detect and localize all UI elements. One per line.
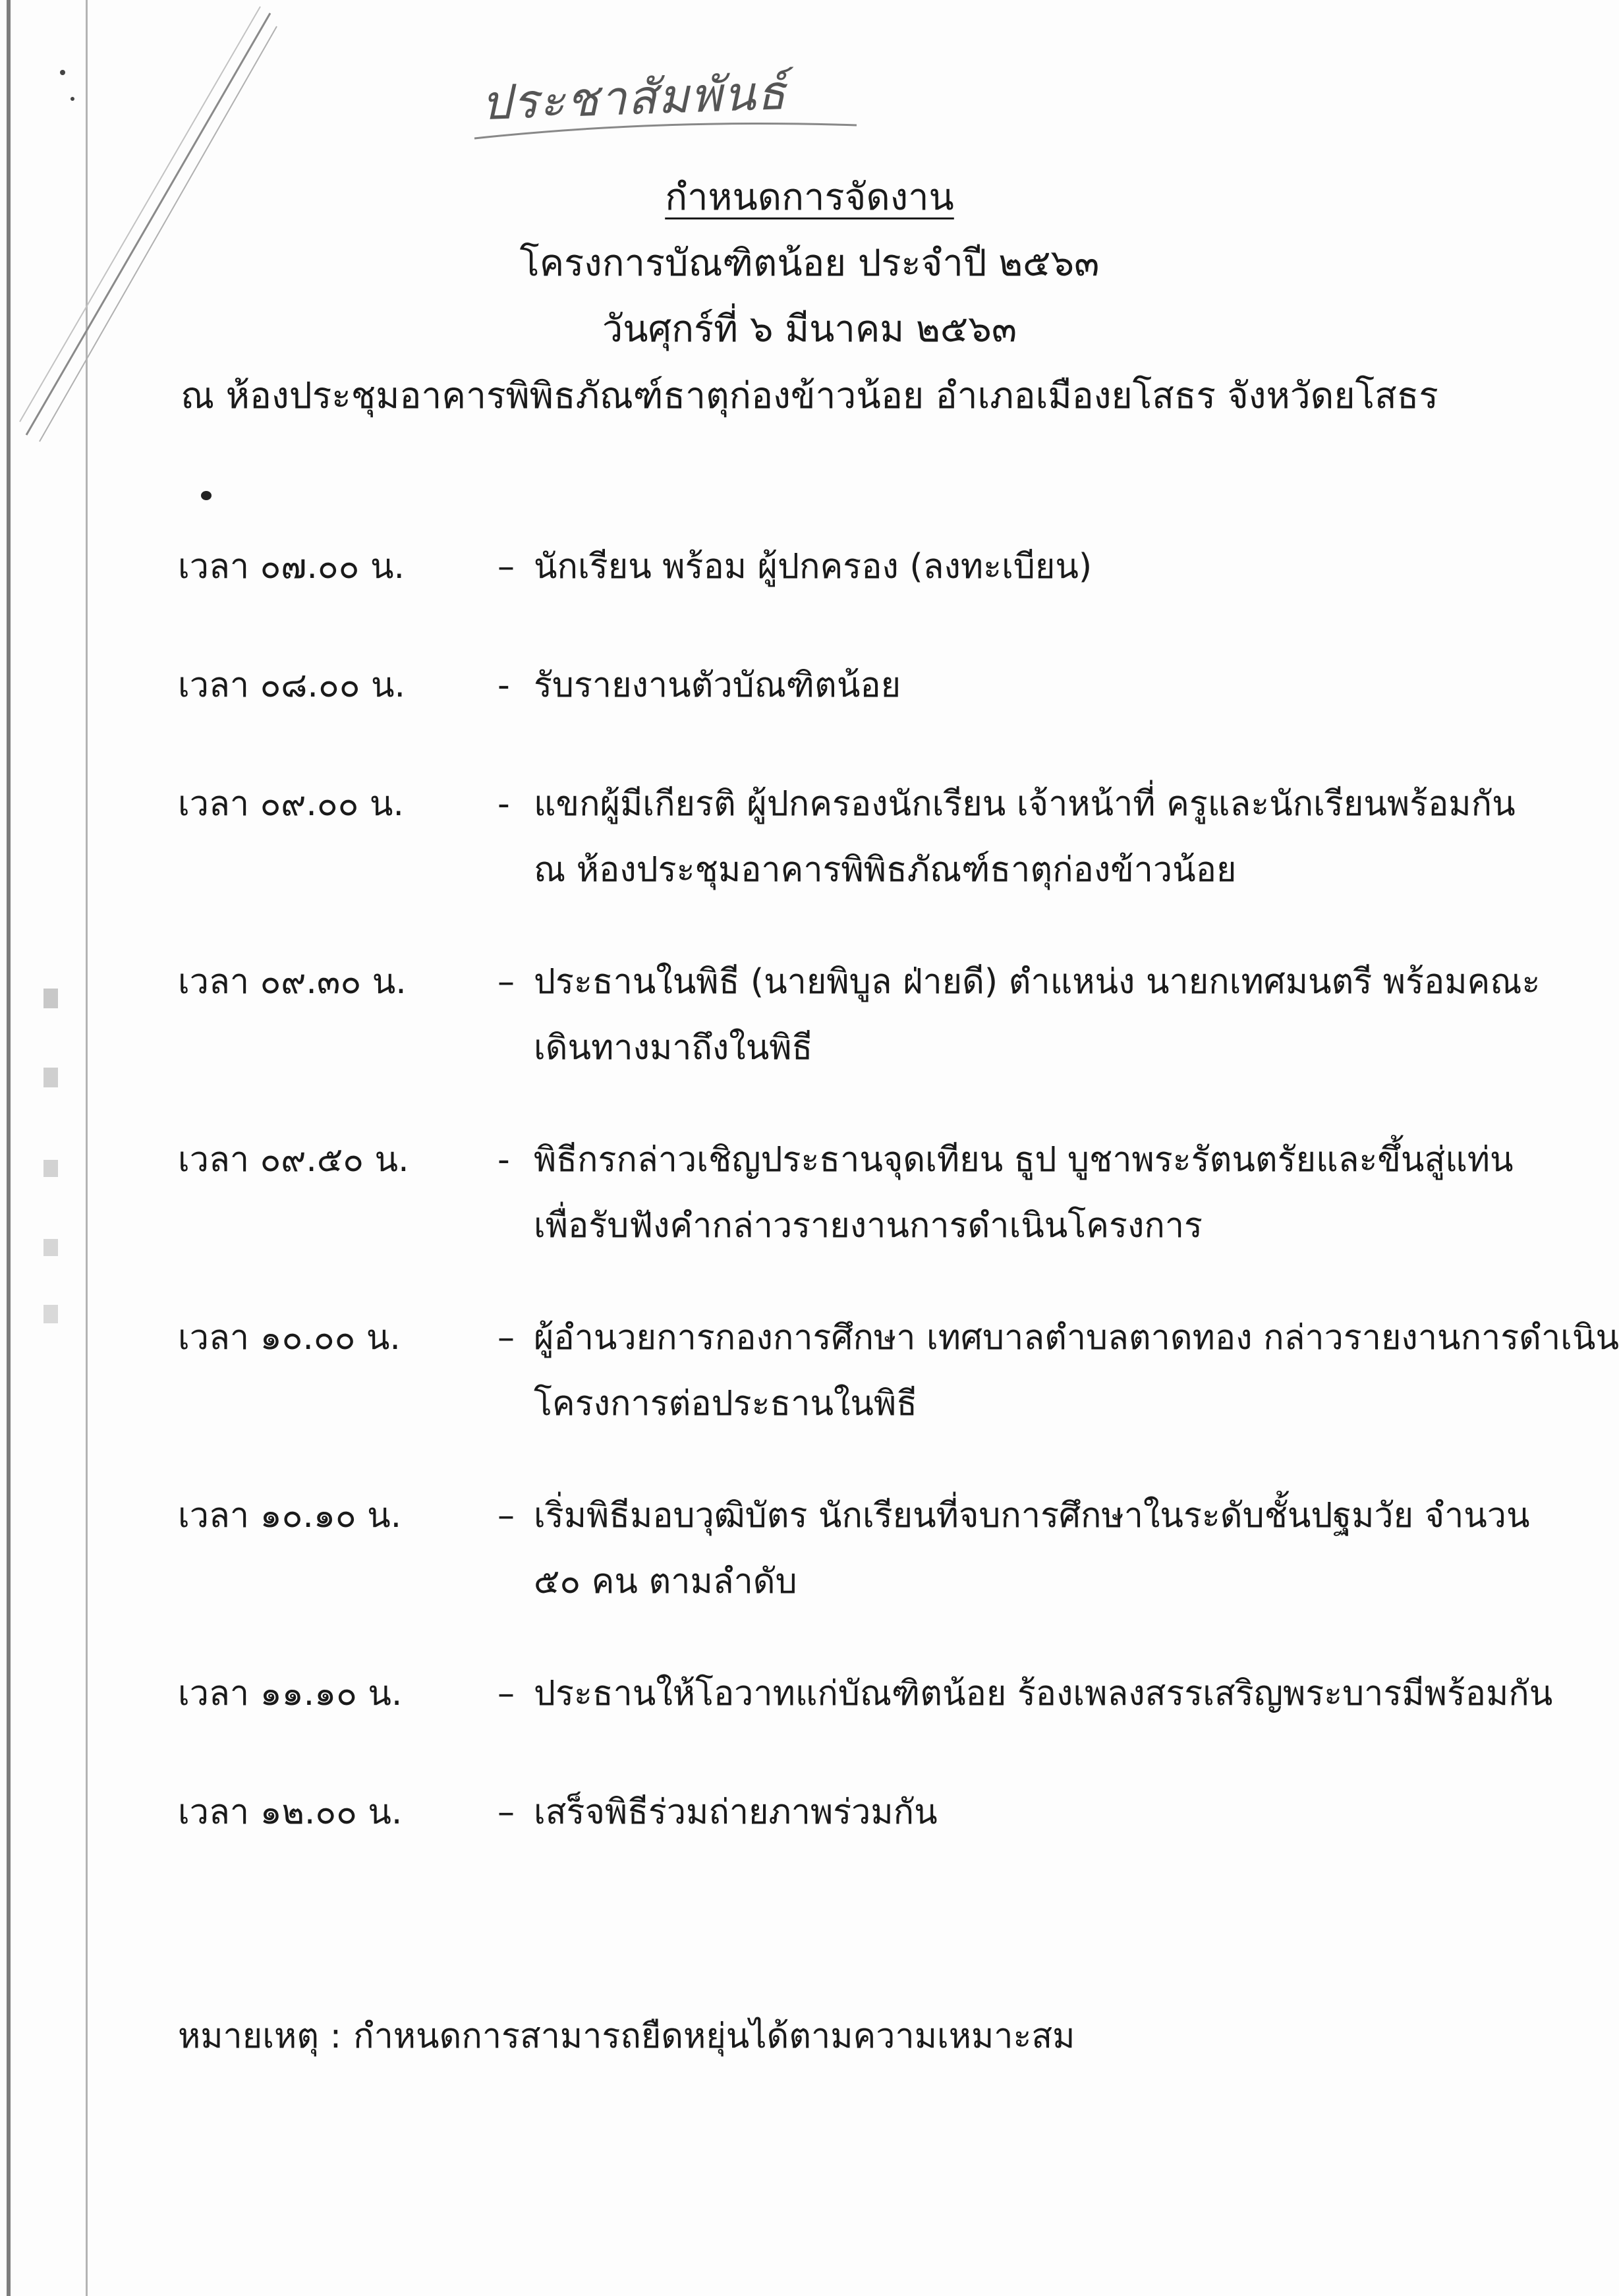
schedule-dash: – — [497, 1496, 515, 1535]
schedule-line: เสร็จพิธีร่วมถ่ายภาพร่วมกัน — [534, 1793, 938, 1832]
schedule-line: เริ่มพิธีมอบวุฒิบัตร นักเรียนที่จบการศึกษาในระดับชั้นปฐมวัย จำนวน — [534, 1496, 1530, 1535]
schedule-line: เพื่อรับฟังคำกล่าวรายงานการดำเนินโครงการ — [534, 1206, 1203, 1246]
schedule-description — [534, 1483, 1530, 1615]
schedule-time: เวลา ๑๒.๐๐ น. — [178, 1793, 403, 1832]
schedule-time: เวลา ๑๑.๑๐ น. — [178, 1674, 403, 1713]
handwritten-note-text: ประชาสัมพันธ์ — [480, 64, 788, 131]
schedule-description — [534, 1661, 1552, 1727]
schedule-line: รับรายงานตัวบัณฑิตน้อย — [534, 666, 901, 705]
schedule-description — [534, 534, 1092, 600]
schedule-item — [178, 771, 1562, 949]
schedule-line: นักเรียน พร้อม ผู้ปกครอง (ลงทะเบียน) — [534, 547, 1093, 587]
schedule-line: ๕๐ คน ตามลำดับ — [534, 1562, 797, 1601]
schedule-dash: – — [497, 962, 515, 1002]
schedule-line: ผู้อำนวยการกองการศึกษา เทศบาลตำบลตาดทอง กล่าวรายงานการดำเนิน — [534, 1318, 1619, 1358]
schedule-item — [178, 1483, 1562, 1661]
schedule-description — [534, 1779, 938, 1845]
schedule-description — [534, 1305, 1619, 1437]
schedule-line: ประธานในพิธี (นายพิบูล ฝ่ายดี) ตำแหน่ง นายกเทศมนตรี พร้อมคณะ — [534, 962, 1541, 1002]
schedule-time: เวลา ๐๙.๕๐ น. — [178, 1140, 409, 1180]
schedule-dash: – — [497, 1793, 515, 1832]
schedule-line: โครงการต่อประธานในพิธี — [534, 1384, 917, 1423]
schedule-dash: – — [497, 1674, 515, 1713]
remark-label: หมายเหตุ : — [178, 2017, 342, 2056]
schedule-dash: - — [497, 666, 510, 705]
schedule-item — [178, 1779, 1562, 1898]
event-venue: ณ ห้องประชุมอาคารพิพิธภัณฑ์ธาตุก่องข้าวน้อย อำเภอเมืองยโสธร จังหวัดยโสธร — [181, 374, 1438, 416]
ink-dot — [201, 491, 212, 500]
remark-text: กำหนดการสามารถยืดหยุ่นได้ตามความเหมาะสม — [353, 2017, 1075, 2056]
event-date: วันศุกร์ที่ ๖ มีนาคม ๒๕๖๓ — [602, 308, 1017, 351]
schedule-list — [178, 534, 1619, 1898]
schedule-item — [178, 1127, 1562, 1305]
schedule-time: เวลา ๐๙.๓๐ น. — [178, 962, 407, 1002]
schedule-dash: – — [497, 547, 515, 587]
document-header — [0, 165, 1619, 428]
schedule-dash: – — [497, 1318, 515, 1358]
schedule-description — [534, 771, 1516, 903]
schedule-line: เดินทางมาถึงในพิธี — [534, 1028, 813, 1068]
schedule-time: เวลา ๐๗.๐๐ น. — [178, 547, 405, 587]
schedule-item — [178, 949, 1562, 1127]
schedule-item — [178, 1661, 1562, 1779]
schedule-line: พิธีกรกล่าวเชิญประธานจุดเทียน ธูป บูชาพระรัตนตรัยและขึ้นสู่แท่น — [534, 1140, 1514, 1180]
schedule-item — [178, 652, 1562, 771]
margin-smudge-marks — [38, 989, 65, 1331]
schedule-item — [178, 534, 1562, 652]
document-title: กำหนดการจัดงาน — [665, 176, 954, 219]
schedule-description — [534, 1127, 1514, 1259]
schedule-description — [534, 652, 901, 718]
schedule-time: เวลา ๑๐.๑๐ น. — [178, 1496, 402, 1535]
project-name: โครงการบัณฑิตน้อย ประจำปี ๒๕๖๓ — [519, 242, 1100, 285]
schedule-time: เวลา ๐๘.๐๐ น. — [178, 666, 406, 705]
schedule-line: ประธานให้โอวาทแก่บัณฑิตน้อย ร้องเพลงสรรเสริญพระบารมีพร้อมกัน — [534, 1674, 1553, 1713]
schedule-time: เวลา ๑๐.๐๐ น. — [178, 1318, 401, 1358]
schedule-description — [534, 949, 1540, 1081]
handwritten-annotation — [461, 40, 870, 158]
schedule-time: เวลา ๐๙.๐๐ น. — [178, 784, 405, 824]
schedule-dash: - — [497, 784, 510, 824]
remark-note — [178, 2003, 1075, 2069]
schedule-line: แขกผู้มีเกียรติ ผู้ปกครองนักเรียน เจ้าหน้าที่ ครูและนักเรียนพร้อมกัน — [534, 784, 1516, 824]
schedule-line: ณ ห้องประชุมอาคารพิพิธภัณฑ์ธาตุก่องข้าวน้อย — [534, 850, 1237, 890]
schedule-item — [178, 1305, 1619, 1483]
schedule-dash: - — [497, 1140, 510, 1180]
